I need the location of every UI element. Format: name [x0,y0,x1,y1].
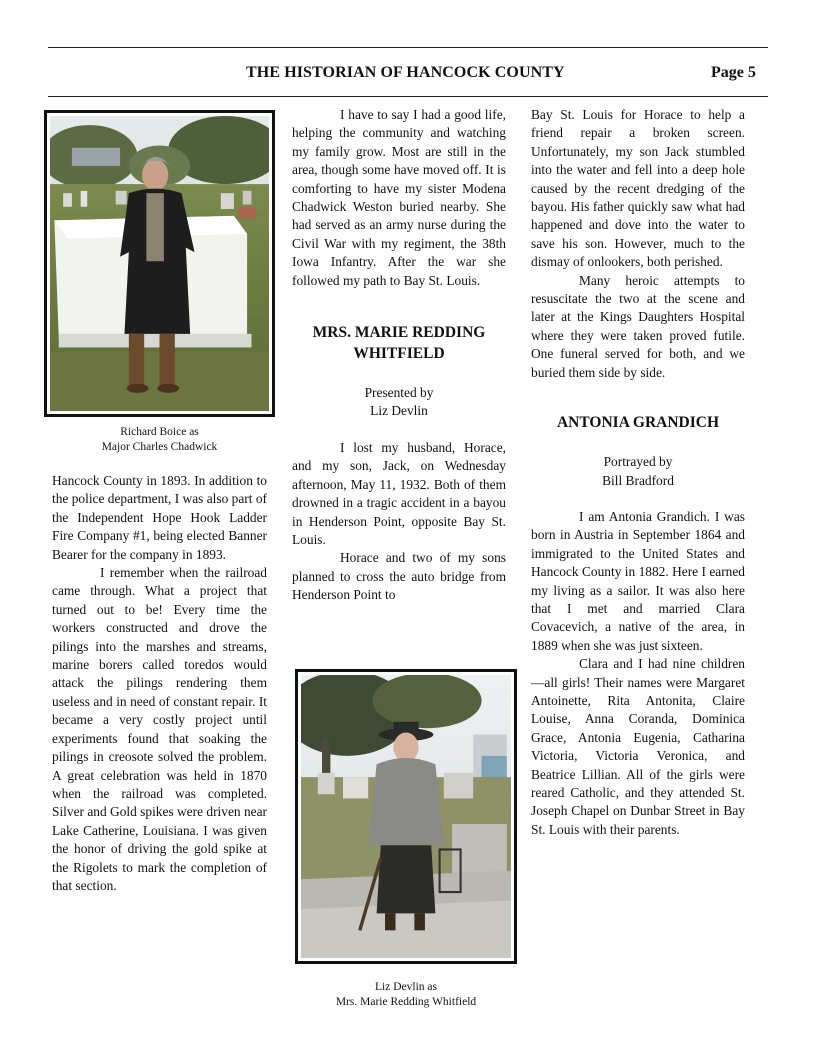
newsletter-title: THE HISTORIAN OF HANCOCK COUNTY [246,64,565,81]
column-2-text [292,106,506,605]
portrayer-name: Bill Bradford [602,472,674,488]
col3-paragraph: Many heroic attempts to resuscitate the two at the scene and later at the Kings Daughters Hospital where they were taken proved futile. One funeral served for both, and we buried them side by side. [531,272,745,380]
col2-paragraph: I have to say I had a good life, helping the community and watching my family grow. Most are still in the area, though some have moved off. It is comforting to have my sister Modena Chadwick Weston buried nearby. She had served as an army nurse during the Civil War with my regiment, the 38th Iowa Infantry. After the war she followed my path to Bay St. Louis. [292,107,506,288]
portrayed-by-label: Portrayed by [603,454,673,470]
section-title-grandich: ANTONIA GRANDICH [556,414,720,432]
column-1-text [52,472,267,895]
photo-liz-devlin [295,669,517,964]
col1-paragraph: I remember when the railroad came through. What a project that turned out to be! Every time the workers constructed and drove the pilings into the marshes and streams, marine borers called toredos would attack the pilings rendering them useless and in need of constant repair. It became a very costly project until experiments found that soaking the pilings in creosote solved the problem. A great celebration was held in 1870 when the railroad was completed. Silver and Gold spikes were driven near Lake Catherine, Louisiana. I was given the honor of driving the gold spike at the Rigolets to mark the completion of that section. [52,565,267,893]
col2-paragraph: Horace and two of my sons planned to cross the auto bridge from Henderson Point to [292,550,506,603]
header-top-rule [48,47,768,48]
cemetery-portrait-image [50,116,269,411]
col3-paragraph: Clara and I had nine children—all girls! Their names were Margaret Antoinette, Rita Antonita, Claire Louise, Anna Coranda, Dominica Grace, Antonia Eugenia, Catharina Victoria, Victoria Veronica, and Beatrice Lillian. All of the girls were reared Catholic, and they attended St. Joseph Chapel on Dunbar Street in Bay St. Louis with their parents. [531,656,745,837]
col3-paragraph: Bay St. Louis for Horace to help a friend repair a broken screen. Unfortunately, my son Jack stumbled into the water and fell into a deep hole caused by the recent dredging of the bayou. His father quickly saw what had happened and dove into the water to save his son. However, much to the dismay of onlookers, both perished. [531,107,745,270]
presented-by-label: Presented by [364,385,434,401]
photo-richard-boice [44,110,275,417]
col1-paragraph: Hancock County in 1893. In addition to the police department, I was also part of the Independent Hope Hook Ladder Fire Company #1, being elected Banner Bearer for the company in 1893. [52,473,267,562]
header-bottom-rule [48,96,768,97]
col2-paragraph: I lost my husband, Horace, and my son, Jack, on Wednesday afternoon, May 11, 1932. Both of them drowned in a tragic accident in a bayou in Henderson Point, opposite Bay St. Louis. [292,439,506,547]
photo1-caption: Richard Boice as Major Charles Chadwick [101,426,218,453]
col3-paragraph: I am Antonia Grandich. I was born in Austria in September 1864 and immigrated to the United States and Hancock County in 1882. Here I earned my living as a sailor. It was also here that I met and married Clara Covacevich, a native of the area, in 1889 when she was just sixteen. [531,508,745,653]
section-title-whitfield: MRS. MARIE REDDING WHITFIELD [312,324,486,363]
presenter-name: Liz Devlin [370,403,428,419]
column-3-text [531,106,745,839]
photo2-caption: Liz Devlin as Mrs. Marie Redding Whitfield [335,981,477,1008]
cemetery-portrait-image [301,675,511,958]
page-number: Page 5 [711,64,756,81]
